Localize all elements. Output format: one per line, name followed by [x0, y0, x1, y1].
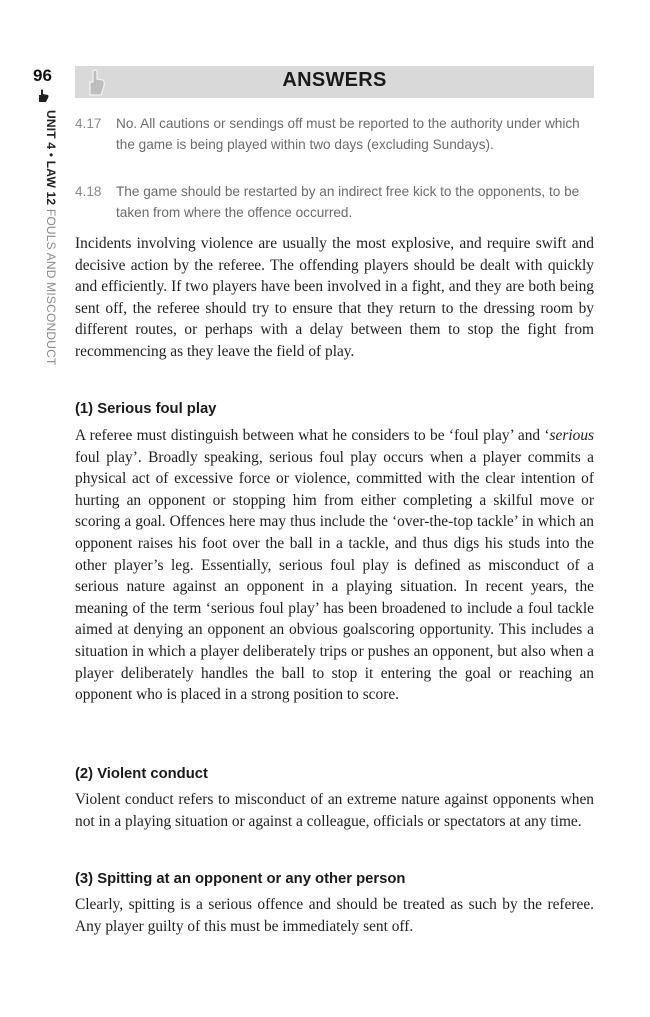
answers-header-bar: [75, 66, 594, 98]
paragraph-text: A referee must distinguish between what he considers to be ‘foul play’ and ‘: [75, 427, 550, 444]
running-head-law: LAW 12: [44, 160, 58, 206]
answer-number: 4.18: [75, 184, 102, 199]
answer-text: No. All cautions or sendings off must be reported to the authority under which the game is being played within two days (excluding Sundays).: [116, 116, 580, 152]
hand-pointer-icon: [35, 88, 51, 104]
emphasis-text: serious: [549, 427, 594, 444]
running-head: [44, 110, 58, 366]
section-heading: (3) Spitting at an opponent or any other person: [75, 871, 406, 887]
section-paragraph: Violent conduct refers to misconduct of an extreme nature against opponents when not in a playing situation or against a colleague, officials or spectators at any time.: [75, 791, 594, 830]
page-number: 96: [33, 66, 52, 85]
answers-title: ANSWERS: [282, 69, 387, 91]
answer-item: [75, 114, 594, 155]
section-paragraph: [75, 425, 594, 706]
answer-item: [75, 182, 594, 223]
running-head-separator: •: [44, 152, 58, 158]
answer-text: The game should be restarted by an indirect free kick to the opponents, to be taken from where the offence occurred.: [116, 184, 580, 220]
intro-paragraph: Incidents involving violence are usually the most explosive, and require swift and decisive action by the referee. The offending players should be dealt with quickly and efficiently. If two players have been involved in a fight, and they are both being sent off, the referee should try to ensure that they return to the dressing room by different routes, or perhaps with a delay between them to stop the fight from recommencing as they leave the field of play.: [75, 235, 594, 360]
section-heading: (2) Violent conduct: [75, 766, 208, 782]
paragraph-text: foul play’. Broadly speaking, serious foul play occurs when a player commits a physical act of excessive force or violence, committed with the clear intention of hurting an opponent or stopping him from either completing a skilful move or scoring a goal. Offences here may thus include the ‘over-the-top tackle’ in which an opponent raises his foot over the ball in a tackle, and thus digs his studs into the other player’s leg. Essentially, serious foul play is defined as misconduct of a serious nature against an opponent in a playing situation. In recent years, the meaning of the term ‘serious foul play’ has been broadened to include a foul tackle aimed at denying an opponent an obvious goalscoring opportunity. This includes a situation in which a player deliberately trips or pushes an opponent, but also when a player deliberately handles the ball to stop it entering the goal or reaching an opponent who is placed in a strong position to score.: [75, 448, 594, 704]
running-head-unit: UNIT 4: [44, 110, 58, 150]
answer-number: 4.17: [75, 116, 102, 131]
running-head-topic: FOULS AND MISCONDUCT: [44, 208, 58, 366]
section-heading: (1) Serious foul play: [75, 401, 217, 417]
section-paragraph: Clearly, spitting is a serious offence and should be treated as such by the referee. Any player guilty of this must be immediately sent off.: [75, 896, 594, 935]
